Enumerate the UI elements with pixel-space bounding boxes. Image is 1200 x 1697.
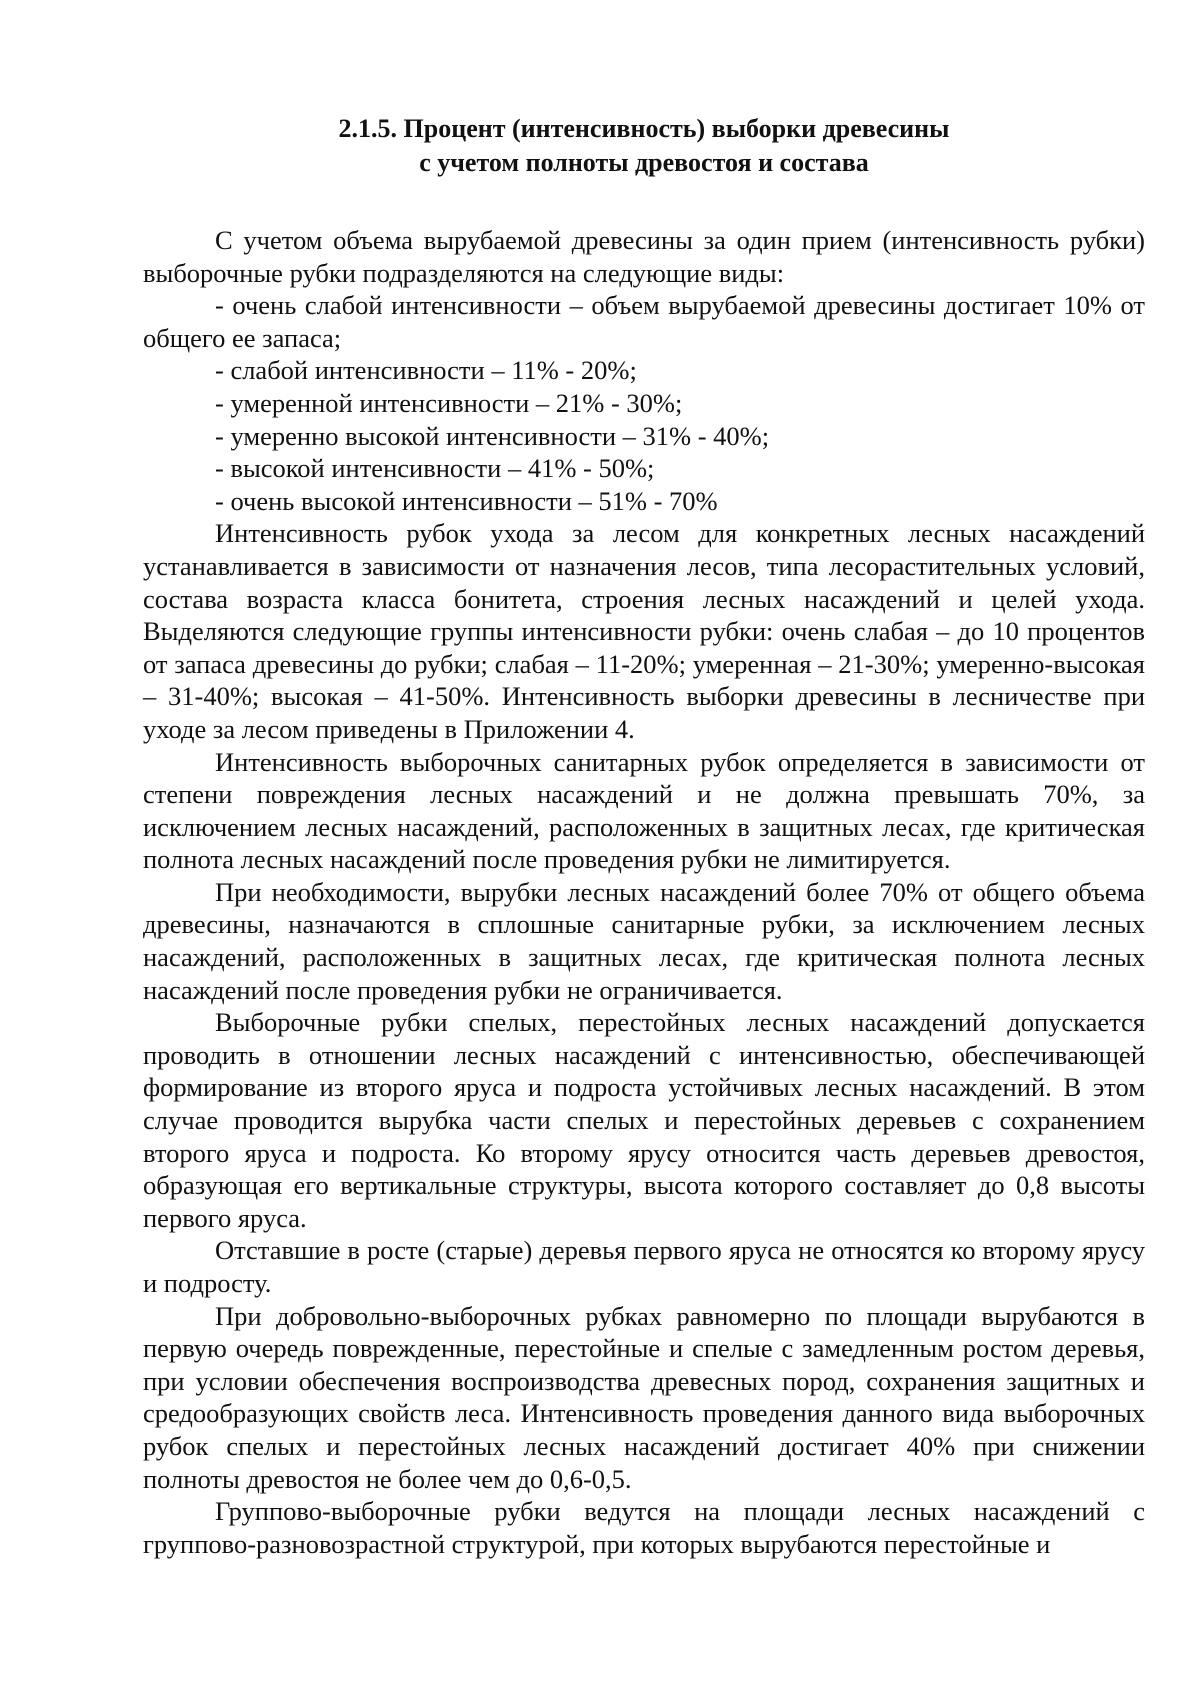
body-paragraph: Интенсивность выборочных санитарных рубок определяется в зависимости от степени повреждения лесных насаждений и не должна превышать 70%, за исключением лесных насаждений, расположенных в защитных лесах, где критическая полнота лесных насаждений после проведения рубки не лимитируется.: [143, 746, 1145, 875]
body-paragraph: Выборочные рубки спелых, перестойных лесных насаждений допускается проводить в отношении лесных насаждений с интенсивностью, обеспечивающей формирование из второго яруса и подроста устойчивых лесных насаждений. В этом случае проводится вырубка части спелых и перестойных деревьев с сохранением второго яруса и подроста. Ко второму ярусу относится часть деревьев древостоя, образующая его вертикальные структуры, высота которого составляет до 0,8 высоты первого яруса.: [143, 1007, 1145, 1233]
body-paragraph: При необходимости, вырубки лесных насаждений более 70% от общего объема древесины, назначаются в сплошные санитарные рубки, за исключением лесных насаждений, расположенных в защитных лесах, где критическая полнота лесных насаждений после проведения рубки не ограничивается.: [143, 876, 1145, 1005]
intro-paragraph: С учетом объема вырубаемой древесины за один прием (интенсивность рубки) выборочные рубки подразделяются на следующие виды:: [143, 225, 1145, 288]
list-item: - умеренной интенсивности – 21% - 30%;: [215, 387, 683, 418]
intensity-list: [143, 289, 1145, 517]
list-item: - умеренно высокой интенсивности – 31% - 40%;: [215, 420, 770, 451]
list-item: - очень высокой интенсивности – 51% - 70%: [215, 485, 718, 516]
heading-line-2: с учетом полноты древостоя и состава: [419, 148, 869, 177]
list-item: - высокой интенсивности – 41% - 50%;: [215, 453, 655, 484]
list-item: - слабой интенсивности – 11% - 20%;: [215, 355, 637, 386]
section-heading: [143, 112, 1145, 180]
list-item: - очень слабой интенсивности – объем вырубаемой древесины достигает 10% от общего ее запаса;: [143, 290, 1145, 353]
heading-line-1: 2.1.5. Процент (интенсивность) выборки древесины: [338, 114, 950, 143]
body-paragraph: Отставшие в росте (старые) деревья первого яруса не относятся ко второму ярусу и подросту.: [143, 1235, 1145, 1298]
body-paragraph: Интенсивность рубок ухода за лесом для конкретных лесных насаждений устанавливается в зависимости от назначения лесов, типа лесорастительных условий, состава возраста класса бонитета, строения лесных насаждений и целей ухода. Выделяются следующие группы интенсивности рубки: очень слабая – до 10 процентов от запаса древесины до рубки; слабая – 11-20%; умеренная – 21-30%; умеренно-высокая – 31-40%; высокая – 41-50%. Интенсивность выборки древесины в лесничестве при уходе за лесом приведены в Приложении 4.: [143, 518, 1145, 744]
body-paragraph: Группово-выборочные рубки ведутся на площади лесных насаждений с группово-разновозрастной структурой, при которых вырубаются перестойные и: [143, 1496, 1145, 1559]
document-page: [143, 112, 1145, 1560]
body-paragraph: При добровольно-выборочных рубках равномерно по площади вырубаются в первую очередь поврежденные, перестойные и спелые с замедленным ростом деревья, при условии обеспечения воспроизводства древесных пород, сохранения защитных и средообразующих свойств леса. Интенсивность проведения данного вида выборочных рубок спелых и перестойных лесных насаждений достигает 40% при снижении полноты древостоя не более чем до 0,6-0,5.: [143, 1300, 1145, 1494]
